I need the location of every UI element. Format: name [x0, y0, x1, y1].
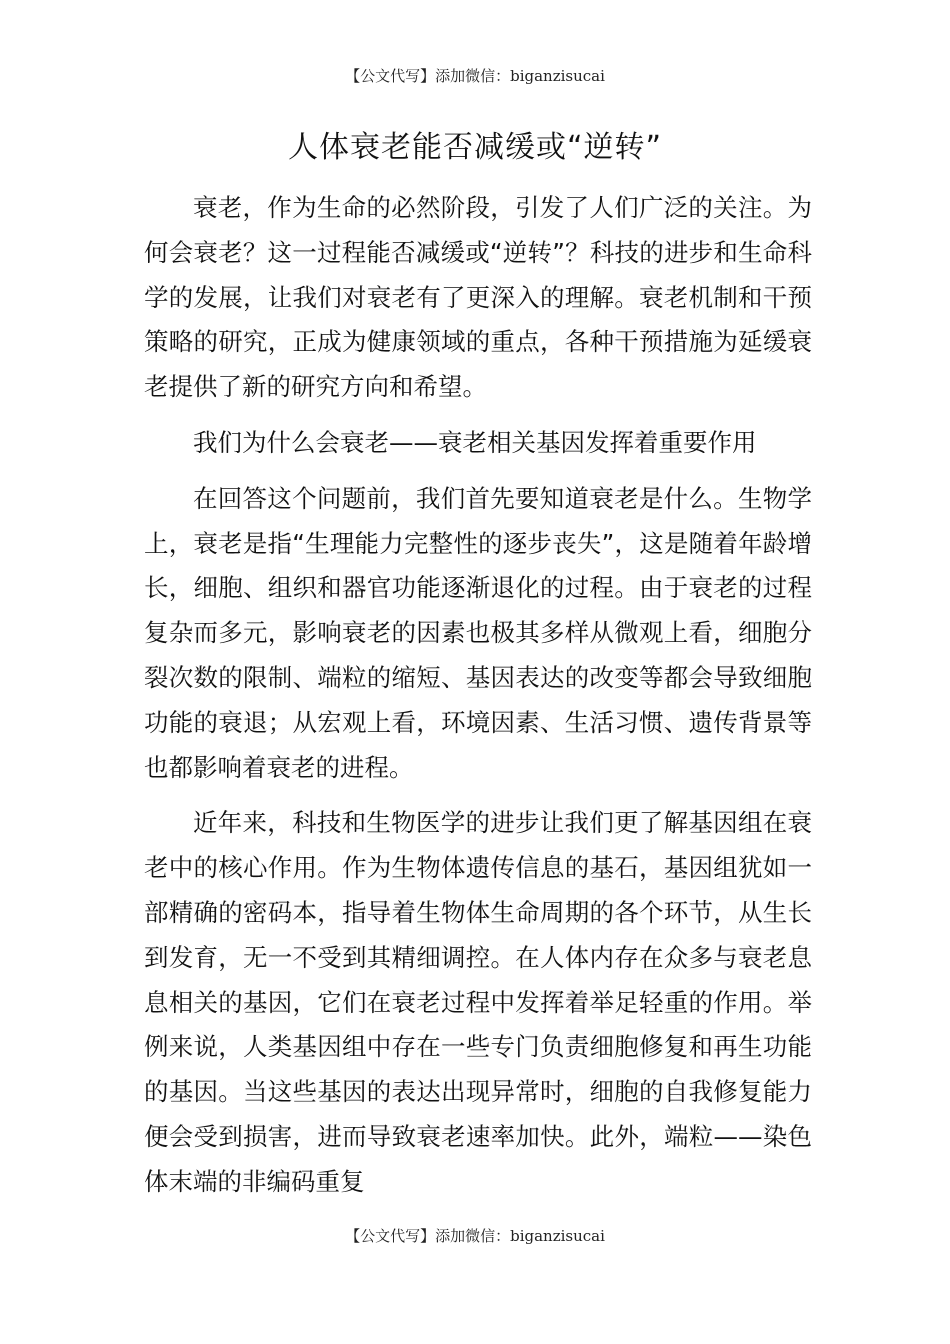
paragraph-intro: 衰老，作为生命的必然阶段，引发了人们广泛的关注。为何会衰老？这一过程能否减缓或“逆转”？科技的进步和生命科学的发展，让我们对衰老有了更深入的理解。衰老机制和干预策略的研究，正成为健康领域的重点，各种干预措施为延缓衰老提供了新的研究方向和希望。: [144, 193, 812, 402]
document-title: 人体衰老能否减缓或“逆转”: [287, 130, 663, 165]
section-heading: 我们为什么会衰老——衰老相关基因发挥着重要作用: [193, 427, 757, 457]
page-footer: 【公文代写】添加微信：biganzisucai: [345, 1227, 605, 1245]
document-body: [144, 186, 812, 1216]
paragraph-what-is-aging: 在回答这个问题前，我们首先要知道衰老是什么。生物学上，衰老是指“生理能力完整性的逐步丧失”，这是随着年龄增长，细胞、组织和器官功能逐渐退化的过程。由于衰老的过程复杂而多元，影响衰老的因素也极其多样从微观上看，细胞分裂次数的限制、端粒的缩短、基因表达的改变等都会导致细胞功能的衰退；从宏观上看，环境因素、生活习惯、遗传背景等也都影响着衰老的进程。: [144, 483, 812, 782]
page-header: 【公文代写】添加微信：biganzisucai: [345, 67, 605, 85]
paragraph-genome: 近年来，科技和生物医学的进步让我们更了解基因组在衰老中的核心作用。作为生物体遗传信息的基石，基因组犹如一部精确的密码本，指导着生物体生命周期的各个环节，从生长到发育，无一不受到其精细调控。在人体内存在众多与衰老息息相关的基因，它们在衰老过程中发挥着举足轻重的作用。举例来说，人类基因组中存在一些专门负责细胞修复和再生功能的基因。当这些基因的表达出现异常时，细胞的自我修复能力便会受到损害，进而导致衰老速率加快。此外，端粒——染色体末端的非编码重复: [144, 808, 812, 1196]
